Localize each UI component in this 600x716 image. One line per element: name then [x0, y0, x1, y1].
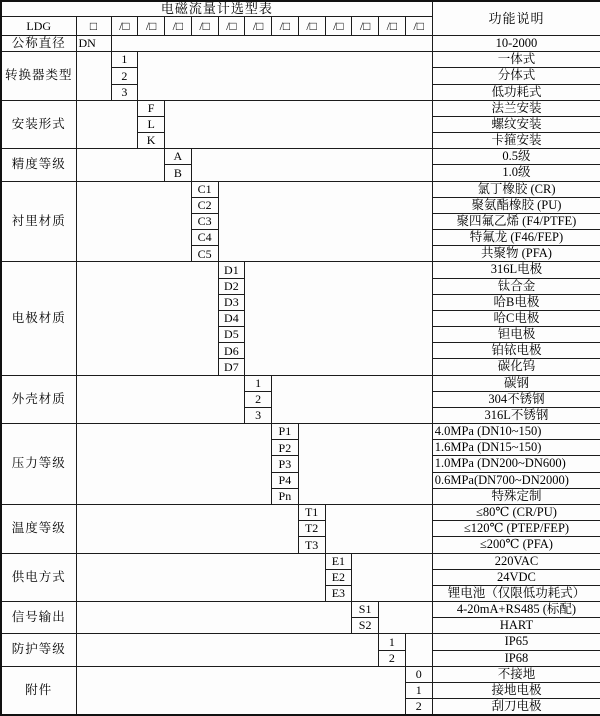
model-box-slot: /□: [298, 16, 325, 35]
spacer-cell: [76, 181, 191, 262]
option-desc-cell: IP65: [432, 634, 600, 650]
table-title: 电磁流量计选型表: [1, 1, 432, 16]
model-box-slot: /□: [191, 16, 218, 35]
option-desc-cell: 碳钢: [432, 375, 600, 391]
option-desc-cell: ≤80℃ (CR/PU): [432, 504, 600, 520]
option-desc-cell: 氯丁橡胶 (CR): [432, 181, 600, 197]
option-code-cell: C5: [191, 246, 218, 262]
option-code-cell: T1: [298, 504, 325, 520]
option-code-cell: 1: [111, 52, 138, 68]
model-box-slot: /□: [325, 16, 352, 35]
option-code-cell: C4: [191, 230, 218, 246]
model-box-slot: /□: [272, 16, 299, 35]
option-code-cell: D6: [218, 343, 245, 359]
category-label: 防护等级: [1, 634, 76, 666]
category-label: 温度等级: [1, 504, 76, 553]
option-desc-cell: 刮刀电极: [432, 699, 600, 715]
category-label: 精度等级: [1, 149, 76, 181]
spacer-cell: [76, 262, 218, 375]
spacer-cell: [298, 424, 432, 505]
option-code-cell: D5: [218, 327, 245, 343]
category-label: 附件: [1, 666, 76, 715]
model-box-slot: /□: [352, 16, 379, 35]
option-code-cell: 3: [111, 84, 138, 100]
option-desc-cell: 螺纹安装: [432, 116, 600, 132]
option-code-cell: F: [138, 100, 165, 116]
option-desc-cell: 聚氨酯橡胶 (PU): [432, 197, 600, 213]
option-code-cell: S1: [352, 602, 379, 618]
option-code-cell: D4: [218, 310, 245, 326]
category-label: 公称直径: [1, 36, 76, 52]
option-desc-cell: IP68: [432, 650, 600, 666]
option-code-cell: D7: [218, 359, 245, 375]
option-desc-cell: 10-2000: [432, 36, 600, 52]
option-desc-cell: 220VAC: [432, 553, 600, 569]
option-code-cell: P2: [272, 440, 299, 456]
option-code-cell: B: [165, 165, 192, 181]
option-desc-cell: 一体式: [432, 52, 600, 68]
model-box-slot: /□: [245, 16, 272, 35]
category-label: 衬里材质: [1, 181, 76, 262]
spacer-cell: [218, 181, 432, 262]
category-label: 外壳材质: [1, 375, 76, 424]
option-desc-cell: 304不锈钢: [432, 391, 600, 407]
option-desc-cell: ≤120℃ (PTEP/FEP): [432, 521, 600, 537]
option-code-cell: A: [165, 149, 192, 165]
option-code-cell: C3: [191, 213, 218, 229]
model-box-slot: /□: [138, 16, 165, 35]
option-code-cell: E1: [325, 553, 352, 569]
option-code-cell: L: [138, 116, 165, 132]
option-desc-cell: 钽电极: [432, 327, 600, 343]
option-desc-cell: 接地电极: [432, 682, 600, 698]
option-code-cell: 2: [245, 391, 272, 407]
spacer-cell: [138, 52, 432, 101]
spacer-cell: [111, 36, 432, 52]
option-code-cell: D1: [218, 262, 245, 278]
option-desc-cell: 316L不锈钢: [432, 407, 600, 423]
option-code-cell: T2: [298, 521, 325, 537]
category-label: 电极材质: [1, 262, 76, 375]
spacer-cell: [76, 375, 245, 424]
model-prefix: LDG: [1, 16, 76, 35]
option-desc-cell: 卡箍安装: [432, 133, 600, 149]
option-code-cell: S2: [352, 618, 379, 634]
model-box-slot: /□: [405, 16, 432, 35]
option-desc-cell: ≤200℃ (PFA): [432, 537, 600, 553]
option-desc-cell: 4.0MPa (DN10~150): [432, 424, 600, 440]
spacer-cell: [272, 375, 433, 424]
option-code-cell: K: [138, 133, 165, 149]
spacer-cell: [76, 149, 165, 181]
model-box-slot: /□: [165, 16, 192, 35]
category-label: 压力等级: [1, 424, 76, 505]
option-desc-cell: 不接地: [432, 666, 600, 682]
option-code-cell: P4: [272, 472, 299, 488]
spacer-cell: [76, 504, 298, 553]
model-first-box: □: [76, 16, 111, 35]
option-code-cell: 3: [245, 407, 272, 423]
spacer-cell: [76, 602, 352, 634]
option-desc-cell: 锂电池（仅限低功耗式）: [432, 585, 600, 601]
option-code-cell: 0: [405, 666, 432, 682]
option-desc-cell: 316L电极: [432, 262, 600, 278]
option-desc-cell: 24VDC: [432, 569, 600, 585]
option-code-cell: P1: [272, 424, 299, 440]
option-desc-cell: HART: [432, 618, 600, 634]
option-code-cell: T3: [298, 537, 325, 553]
option-desc-cell: 0.6MPa(DN700~DN2000): [432, 472, 600, 488]
spacer-cell: [325, 504, 432, 553]
option-code-cell: Pn: [272, 488, 299, 504]
option-code-cell: E3: [325, 585, 352, 601]
option-desc-cell: 特殊定制: [432, 488, 600, 504]
spacer-cell: [76, 666, 405, 715]
option-desc-cell: 碳化钨: [432, 359, 600, 375]
option-desc-cell: 分体式: [432, 68, 600, 84]
option-code-cell: 1: [379, 634, 406, 650]
spacer-cell: [76, 553, 325, 602]
spacer-cell: [245, 262, 432, 375]
option-desc-cell: 哈C电极: [432, 310, 600, 326]
spacer-cell: [165, 100, 433, 149]
option-desc-cell: 聚四氟乙烯 (F4/PTFE): [432, 213, 600, 229]
option-desc-cell: 钛合金: [432, 278, 600, 294]
option-code-cell: E2: [325, 569, 352, 585]
model-box-slot: /□: [379, 16, 406, 35]
option-desc-cell: 1.0MPa (DN200~DN600): [432, 456, 600, 472]
option-desc-cell: 铂铱电极: [432, 343, 600, 359]
option-desc-cell: 哈B电极: [432, 294, 600, 310]
spacer-cell: [352, 553, 432, 602]
option-desc-cell: 1.6MPa (DN15~150): [432, 440, 600, 456]
model-box-slot: /□: [111, 16, 138, 35]
option-desc-cell: 特氟龙 (F46/FEP): [432, 230, 600, 246]
option-code-cell: 2: [405, 699, 432, 715]
spacer-cell: [191, 149, 432, 181]
option-code-cell: C2: [191, 197, 218, 213]
category-label: 信号输出: [1, 602, 76, 634]
option-code-cell: C1: [191, 181, 218, 197]
category-label: 供电方式: [1, 553, 76, 602]
option-desc-cell: 0.5级: [432, 149, 600, 165]
option-desc-cell: 共聚物 (PFA): [432, 246, 600, 262]
spacer-cell: [76, 634, 379, 666]
option-desc-cell: 4-20mA+RS485 (标配): [432, 602, 600, 618]
option-desc-cell: 低功耗式: [432, 84, 600, 100]
spacer-cell: [76, 424, 272, 505]
function-column-header: 功能说明: [432, 1, 600, 36]
spacer-cell: [76, 52, 111, 101]
option-code-cell: 2: [111, 68, 138, 84]
option-code-cell: 2: [379, 650, 406, 666]
spacer-cell: [76, 100, 138, 149]
option-desc-cell: 1.0级: [432, 165, 600, 181]
option-code-cell: DN: [76, 36, 111, 52]
spacer-cell: [379, 602, 433, 634]
option-code-cell: 1: [405, 682, 432, 698]
category-label: 转换器类型: [1, 52, 76, 101]
option-code-cell: D3: [218, 294, 245, 310]
option-code-cell: D2: [218, 278, 245, 294]
option-code-cell: P3: [272, 456, 299, 472]
option-code-cell: 1: [245, 375, 272, 391]
option-desc-cell: 法兰安装: [432, 100, 600, 116]
category-label: 安装形式: [1, 100, 76, 149]
model-box-slot: /□: [218, 16, 245, 35]
spacer-cell: [405, 634, 432, 666]
